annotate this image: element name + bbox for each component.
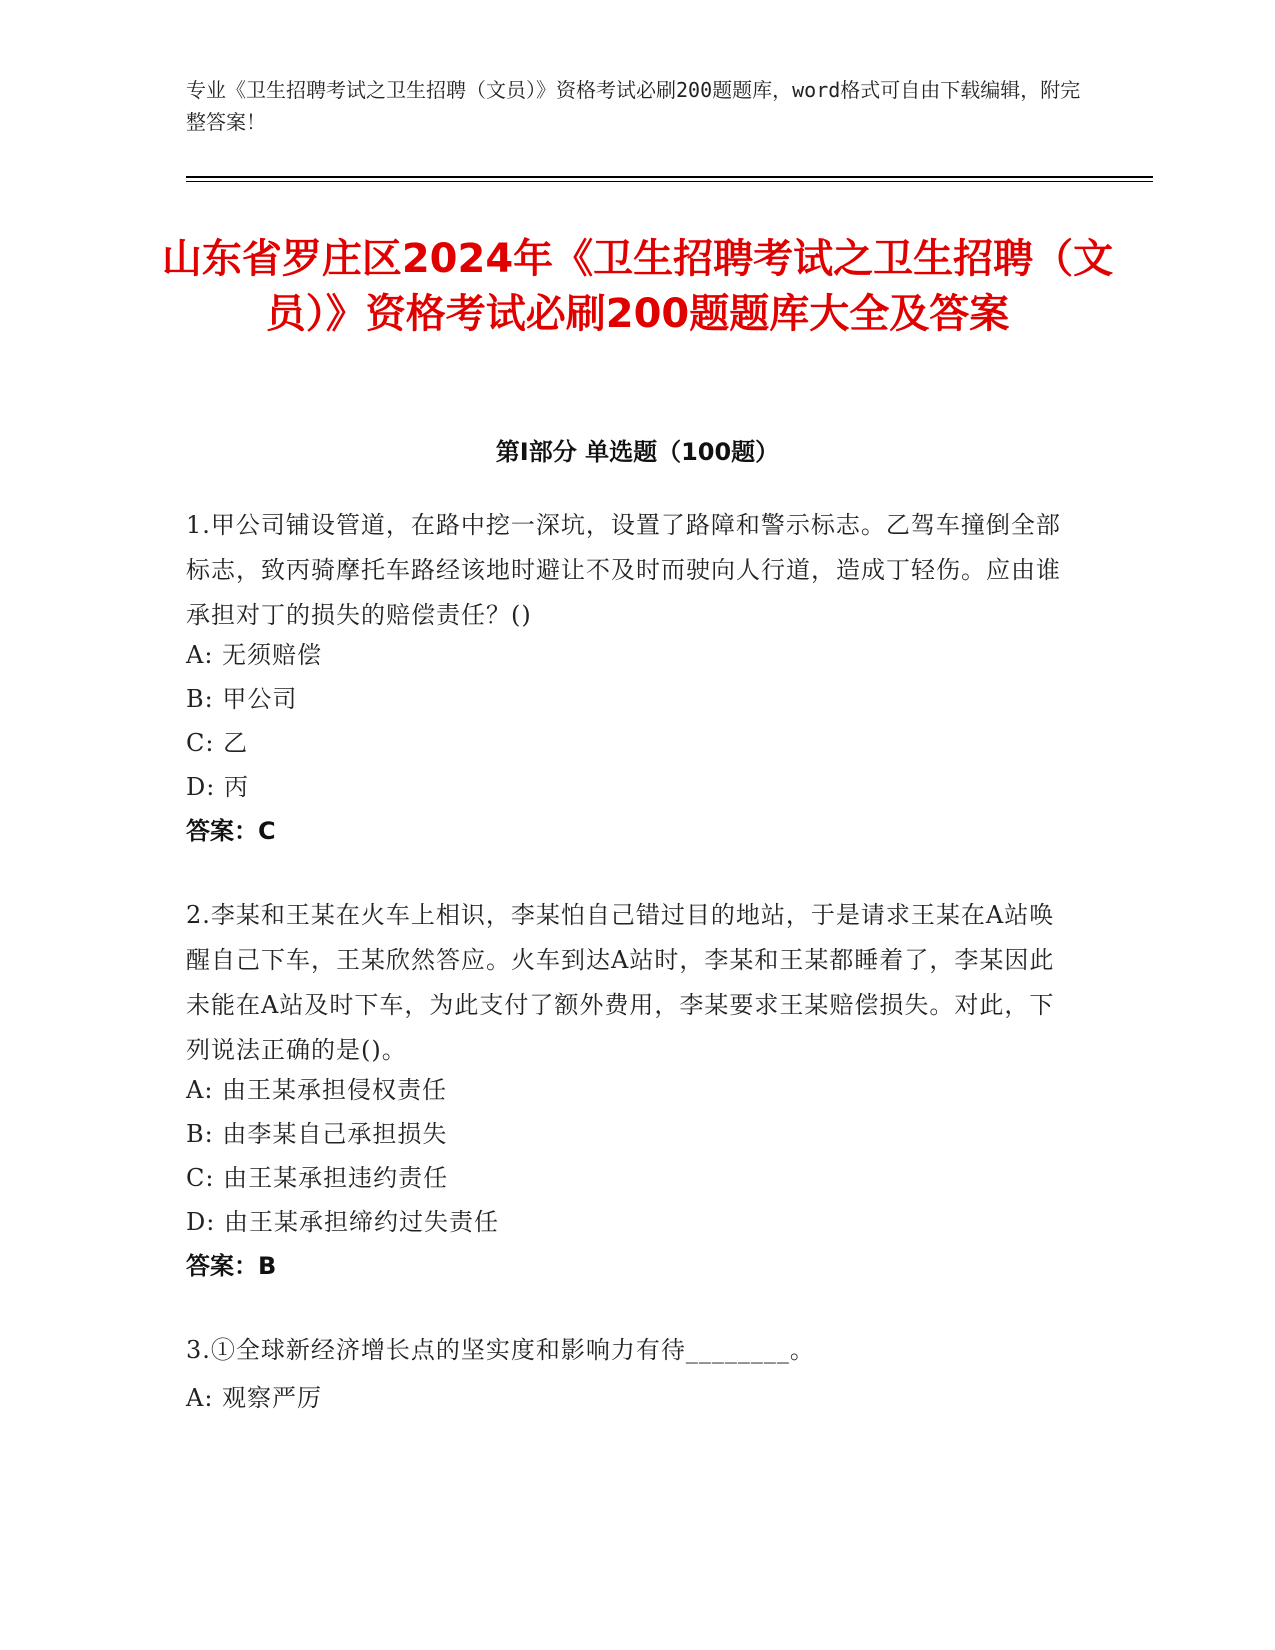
question-1-option-c: C: 乙 (186, 729, 249, 757)
question-2-answer: 答案：B (186, 1252, 277, 1280)
question-2-stem: 2.李某和王某在火车上相识，李某怕自己错过目的地站，于是请求王某在A站唤醒自己下车，王某欣然答应。火车到达A站时，李某和王某都睡着了，李某因此未能在A站及时下车，为此支付了额外费用，李某要求王某赔偿损失。对此，下列说法正确的是()。 (186, 901, 1055, 1064)
question-1-option-a: A: 无须赔偿 (186, 641, 323, 669)
question-3-option-a: A: 观察严厉 (186, 1384, 323, 1412)
question-3-stem: 3.①全球新经济增长点的坚实度和影响力有待________。 (186, 1336, 815, 1364)
question-1-option-b: B: 甲公司 (186, 685, 298, 713)
question-1-option-d: D: 丙 (186, 773, 249, 801)
header-divider-thin (186, 181, 1153, 182)
header-note: 专业《卫生招聘考试之卫生招聘（文员）》资格考试必刷200题题库，word格式可自由下载编辑，附完整答案！ (186, 78, 1081, 134)
document-title: 山东省罗庄区2024年《卫生招聘考试之卫生招聘（文员）》资格考试必刷200题题库大全及答案 (161, 236, 1114, 337)
question-1-answer: 答案：C (186, 817, 276, 845)
question-2-option-c: C: 由王某承担违约责任 (186, 1164, 449, 1192)
question-1-stem: 1.甲公司铺设管道，在路中挖一深坑，设置了路障和警示标志。乙驾车撞倒全部标志，致丙骑摩托车路经该地时避让不及时而驶向人行道，造成丁轻伤。应由谁承担对丁的损失的赔偿责任？() (186, 511, 1061, 629)
question-2-option-d: D: 由王某承担缔约过失责任 (186, 1208, 499, 1236)
question-2-option-b: B: 由李某自己承担损失 (186, 1120, 448, 1148)
header-divider-thick (186, 176, 1153, 178)
question-2-option-a: A: 由王某承担侵权责任 (186, 1076, 448, 1104)
section-heading: 第I部分 单选题（100题） (495, 438, 780, 466)
